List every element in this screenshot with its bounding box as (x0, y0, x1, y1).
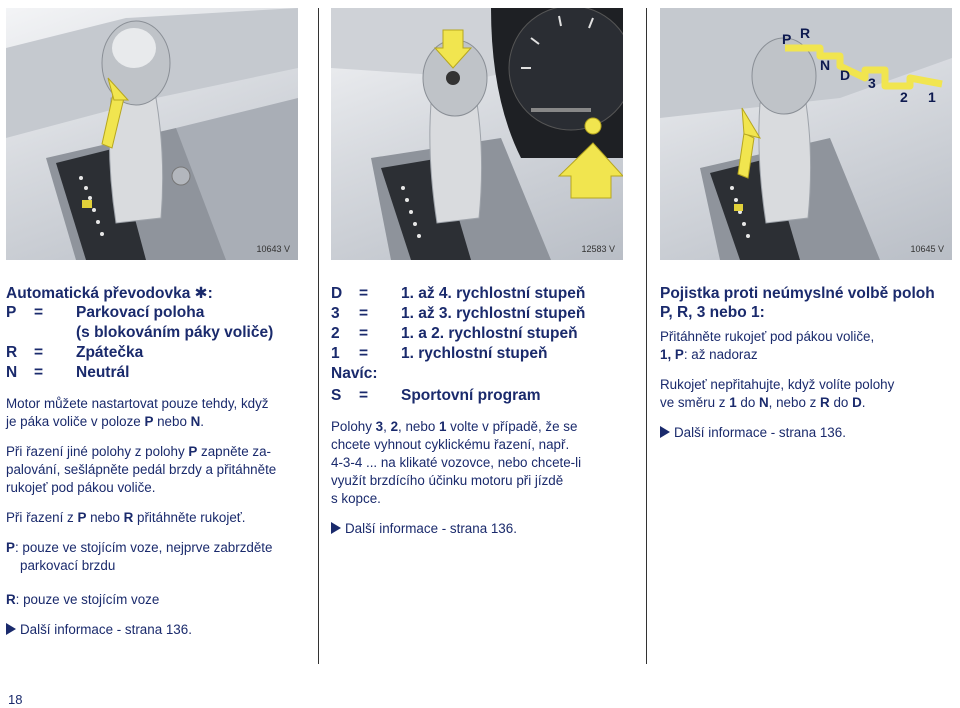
figure-id: 10643 V (256, 244, 290, 254)
def-eq: = (34, 304, 44, 321)
def-row-sport (331, 386, 637, 406)
def-value: 1. rychlostní stupeň (401, 345, 548, 362)
paragraph-shift-from-p-r: Při řazení z P nebo R přitáhněte rukojeť. (6, 510, 246, 525)
arrow-right-icon (6, 623, 16, 635)
def-value: Sportovní program (401, 387, 541, 404)
gate-letter-3: 3 (868, 75, 876, 91)
gate-letter-r: R (800, 25, 811, 41)
gate-letter-n: N (820, 57, 831, 73)
def-eq: = (34, 364, 44, 381)
def-eq: = (359, 387, 369, 404)
gate-letter-p: P (782, 31, 792, 47)
column-1 (6, 284, 312, 639)
def-eq: = (359, 305, 369, 322)
more-info-link[interactable]: Další informace - strana 136. (660, 424, 956, 442)
gate-letter-d: D (840, 67, 851, 83)
paragraph-do-not-pull: Rukojeť nepřitahujte, když volíte polohy ve směru z 1 do N, nebo z R do D. (660, 377, 895, 410)
arrow-right-icon (660, 426, 670, 438)
def-row (331, 304, 637, 324)
def-eq: = (359, 345, 369, 362)
column-divider-1 (318, 8, 319, 664)
paragraph-shift-from-p: Při řazení jiné polohy z polohy P zapněte za- palování, sešlápněte pedál brzdy a přitáhněte rukojeť pod pákou voliče. (6, 444, 277, 495)
def-eq: = (359, 285, 369, 302)
def-row (6, 343, 312, 363)
def-value: Parkovací poloha (76, 304, 205, 321)
def-value: 1. až 4. rychlostní stupeň (401, 285, 586, 302)
figure-gate-pattern (660, 8, 952, 260)
section-title: Automatická převodovka ✱: (6, 285, 213, 302)
def-key: D (331, 285, 343, 302)
def-value: Neutrál (76, 364, 130, 381)
def-key: 3 (331, 305, 340, 322)
figure-id: 12583 V (581, 244, 615, 254)
def-row (331, 284, 637, 304)
def-key: N (6, 364, 18, 381)
paragraph-start: Motor můžete nastartovat pouze tehdy, když je páka voliče v poloze P nebo N. (6, 396, 269, 429)
gate-letter-2: 2 (900, 89, 908, 105)
def-row (6, 303, 312, 323)
paragraph-p-note: P: pouze ve stojícím voze, nejprve zabrzděte parkovací brzdu (6, 540, 273, 573)
column-3 (660, 284, 956, 442)
def-key: P (6, 304, 17, 321)
gear-lever-illustration (6, 8, 298, 260)
def-value: Zpátečka (76, 344, 144, 361)
def-value-continuation: (s blokováním páky voliče) (76, 324, 274, 341)
paragraph-r-note: R: pouze ve stojícím voze (6, 592, 160, 607)
arrow-right-icon (331, 522, 341, 534)
paragraph-pull-handle: Přitáhněte rukojeť pod pákou voliče, 1, P: až nadoraz (660, 329, 875, 362)
def-row-continuation (6, 323, 312, 343)
def-value: 1. až 3. rychlostní stupeň (401, 305, 586, 322)
def-key: 2 (331, 325, 340, 342)
column-divider-2 (646, 8, 647, 664)
def-key: 1 (331, 345, 340, 362)
gate-pattern-illustration (660, 8, 952, 260)
figure-id: 10645 V (910, 244, 944, 254)
section-title: Pojistka proti neúmyslné volbě poloh P, R, 3 nebo 1: (660, 285, 935, 321)
def-value: 1. a 2. rychlostní stupeň (401, 325, 578, 342)
gate-letter-1: 1 (928, 89, 936, 105)
page-number: 18 (8, 692, 23, 707)
def-key: R (6, 344, 18, 361)
figure-gear-lever-handle (6, 8, 298, 260)
def-eq: = (359, 325, 369, 342)
def-eq: = (34, 344, 44, 361)
figure-sport-button (331, 8, 623, 260)
def-row (331, 344, 637, 364)
def-row (331, 324, 637, 344)
def-key: S (331, 387, 342, 404)
more-info-link[interactable]: Další informace - strana 136. (6, 621, 312, 639)
extra-label: Navíc: (331, 365, 378, 382)
def-row (6, 363, 312, 383)
sport-button-illustration (331, 8, 623, 260)
paragraph-positions: Polohy 3, 2, nebo 1 volte v případě, že se chcete vyhnout cyklickému řazení, např. 4-3-4 ... na klikaté vozovce, nebo chcete-li využít brzdícího účinku motoru při jízdě s kopce. (331, 419, 582, 506)
more-info-link[interactable]: Další informace - strana 136. (331, 520, 637, 538)
column-2 (331, 284, 637, 538)
